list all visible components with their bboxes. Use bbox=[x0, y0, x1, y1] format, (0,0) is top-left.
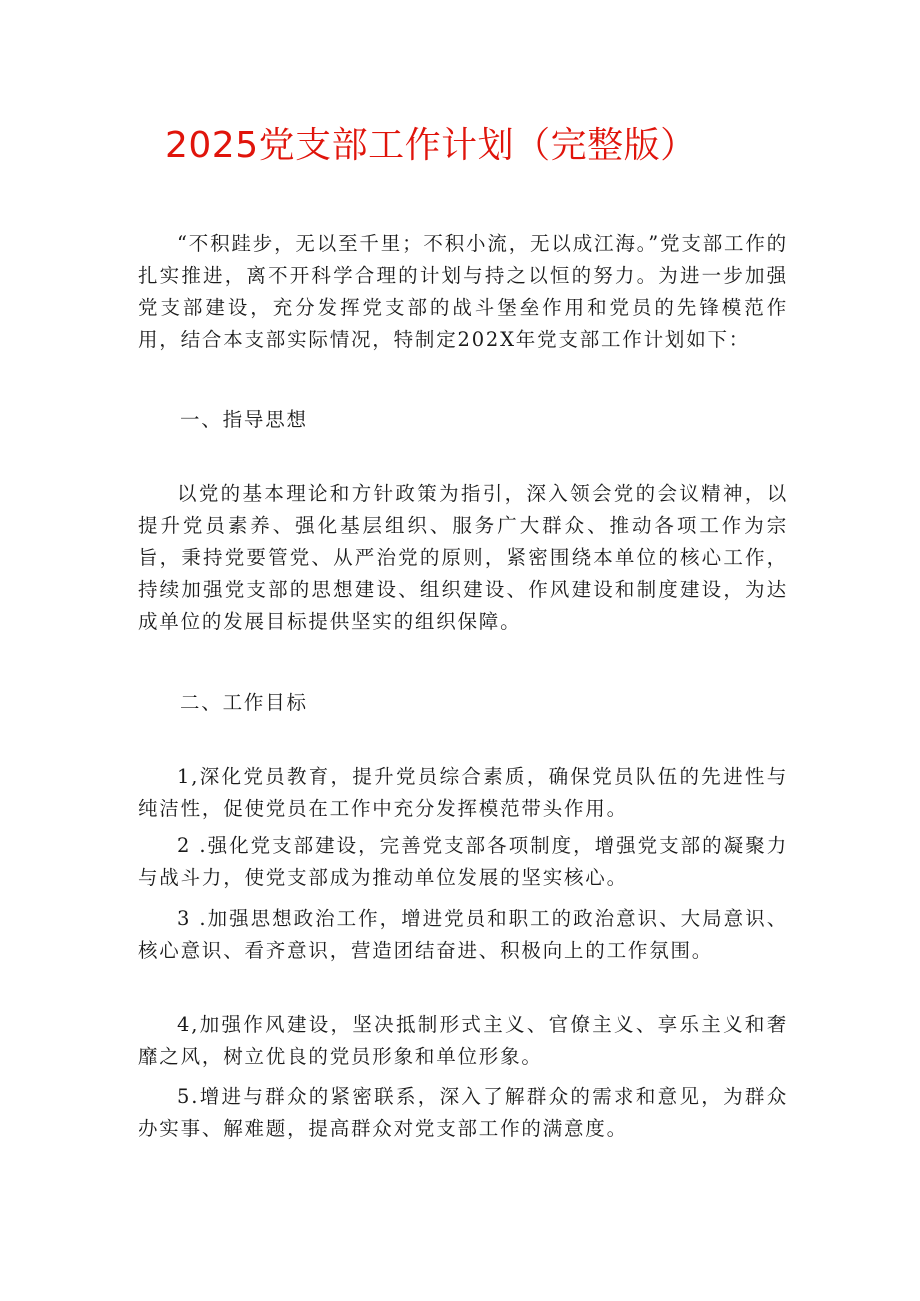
intro-paragraph: “不积跬步，无以至千里；不积小流，无以成江海。”党支部工作的扎实推进，离不开科学合理的计划与持之以恒的努力。为进一步加强党支部建设，充分发挥党支部的战斗堡垒作用和党员的先锋模范作用，结合本支部实际情况，特制定202X年党支部工作计划如下： bbox=[138, 232, 788, 351]
section-heading-work-goals: 二、工作目标 bbox=[180, 691, 308, 714]
guiding-ideology-paragraph: 以党的基本理论和方针政策为指引，深入领会党的会议精神，以提升党员素养、强化基层组织、服务广大群众、推动各项工作为宗旨，秉持党要管党、从严治党的原则，紧密围绕本单位的核心工作，持续加强党支部的思想建设、组织建设、作风建设和制度建设，为达成单位的发展目标提供坚实的组织保障。 bbox=[138, 482, 788, 633]
document-title: 2025党支部工作计划（完整版） bbox=[165, 125, 697, 166]
work-goal-item: 2 .强化党支部建设，完善党支部各项制度，增强党支部的凝聚力与战斗力，使党支部成为推动单位发展的坚实核心。 bbox=[138, 834, 788, 889]
section-heading-guiding-ideology: 一、指导思想 bbox=[180, 408, 308, 431]
work-goal-item: 5.增进与群众的紧密联系，深入了解群众的需求和意见，为群众办实事、解难题，提高群众对党支部工作的满意度。 bbox=[138, 1085, 788, 1140]
work-goal-item: 4,加强作风建设，坚决抵制形式主义、官僚主义、享乐主义和奢靡之风，树立优良的党员形象和单位形象。 bbox=[138, 1013, 788, 1068]
work-goal-item: 1,深化党员教育，提升党员综合素质，确保党员队伍的先进性与纯洁性，促使党员在工作中充分发挥模范带头作用。 bbox=[138, 765, 788, 820]
work-goal-item: 3 .加强思想政治工作，增进党员和职工的政治意识、大局意识、核心意识、看齐意识，营造团结奋进、积极向上的工作氛围。 bbox=[138, 907, 788, 962]
